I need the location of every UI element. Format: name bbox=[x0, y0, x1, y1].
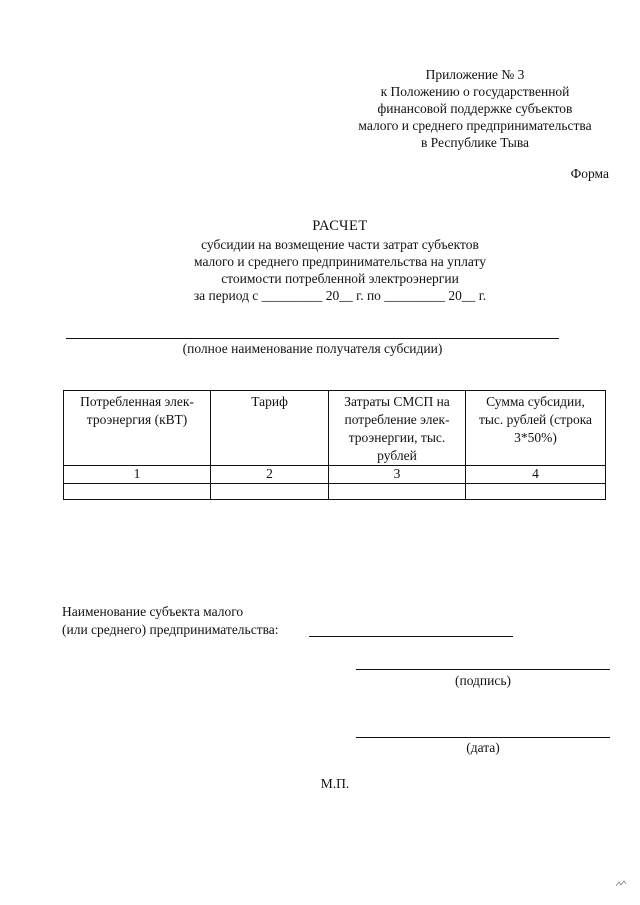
scan-mark-icon bbox=[615, 880, 627, 888]
subject-name-block bbox=[62, 603, 279, 639]
empty-cell bbox=[64, 484, 211, 500]
stamp-label: М.П. bbox=[320, 776, 350, 791]
empty-cell bbox=[329, 484, 466, 500]
signature-caption: (подпись) bbox=[454, 673, 512, 688]
header-line: финансовой поддержке субъектов bbox=[377, 101, 573, 116]
subject-label-line1: Наименование субъекта малого bbox=[62, 604, 244, 619]
header-text: потребление элек- bbox=[344, 412, 450, 427]
form-label: Форма bbox=[570, 166, 609, 181]
title-line: субсидии на возмещение части затрат субъектов bbox=[201, 237, 479, 252]
subject-name-line bbox=[309, 636, 513, 637]
recipient-caption: (полное наименование получателя субсидии) bbox=[182, 341, 443, 356]
document-title: РАСЧЕТ bbox=[312, 218, 368, 234]
header-line: Приложение № 3 bbox=[425, 67, 525, 82]
header-line: в Республике Тыва bbox=[420, 135, 530, 150]
header-cell-subsidy bbox=[466, 391, 606, 466]
header-text: троэнергии, тыс. bbox=[348, 430, 446, 445]
empty-cell bbox=[211, 484, 329, 500]
table-header-row bbox=[64, 391, 606, 466]
header-line: малого и среднего предпринимательства bbox=[358, 118, 592, 133]
header-text: 3*50%) bbox=[514, 430, 557, 445]
header-text: Тариф bbox=[251, 394, 288, 409]
column-number: 3 bbox=[329, 466, 466, 484]
recipient-name-line bbox=[66, 338, 559, 339]
column-number: 2 bbox=[211, 466, 329, 484]
column-number: 1 bbox=[64, 466, 211, 484]
header-cell-costs bbox=[329, 391, 466, 466]
date-caption: (дата) bbox=[466, 740, 500, 755]
empty-cell bbox=[466, 484, 606, 500]
column-number-row bbox=[64, 466, 606, 484]
subject-label-line2: (или среднего) предпринимательства: bbox=[62, 622, 279, 637]
header-text: Потребленная элек- bbox=[80, 394, 194, 409]
header-text: троэнергия (кВТ) bbox=[86, 412, 188, 427]
header-line: к Положению о государственной bbox=[380, 84, 570, 99]
signature-line bbox=[356, 669, 610, 670]
header-text: Затраты СМСП на bbox=[344, 394, 450, 409]
title-line: стоимости потребленной электроэнергии bbox=[221, 271, 459, 286]
header-text: Сумма субсидии, bbox=[486, 394, 585, 409]
period-line: за период с _________ 20__ г. по _________ 20__ г. bbox=[193, 288, 487, 303]
header-text: рублей bbox=[377, 448, 417, 463]
table-row bbox=[64, 484, 606, 500]
header-text: тыс. рублей (строка bbox=[478, 412, 593, 427]
appendix-header bbox=[330, 66, 620, 151]
header-cell-consumption bbox=[64, 391, 211, 466]
calculation-table bbox=[63, 390, 606, 500]
title-line: малого и среднего предпринимательства на уплату bbox=[194, 254, 486, 269]
document-title-block bbox=[110, 218, 570, 304]
date-line bbox=[356, 737, 610, 738]
column-number: 4 bbox=[466, 466, 606, 484]
header-cell-tariff bbox=[211, 391, 329, 466]
